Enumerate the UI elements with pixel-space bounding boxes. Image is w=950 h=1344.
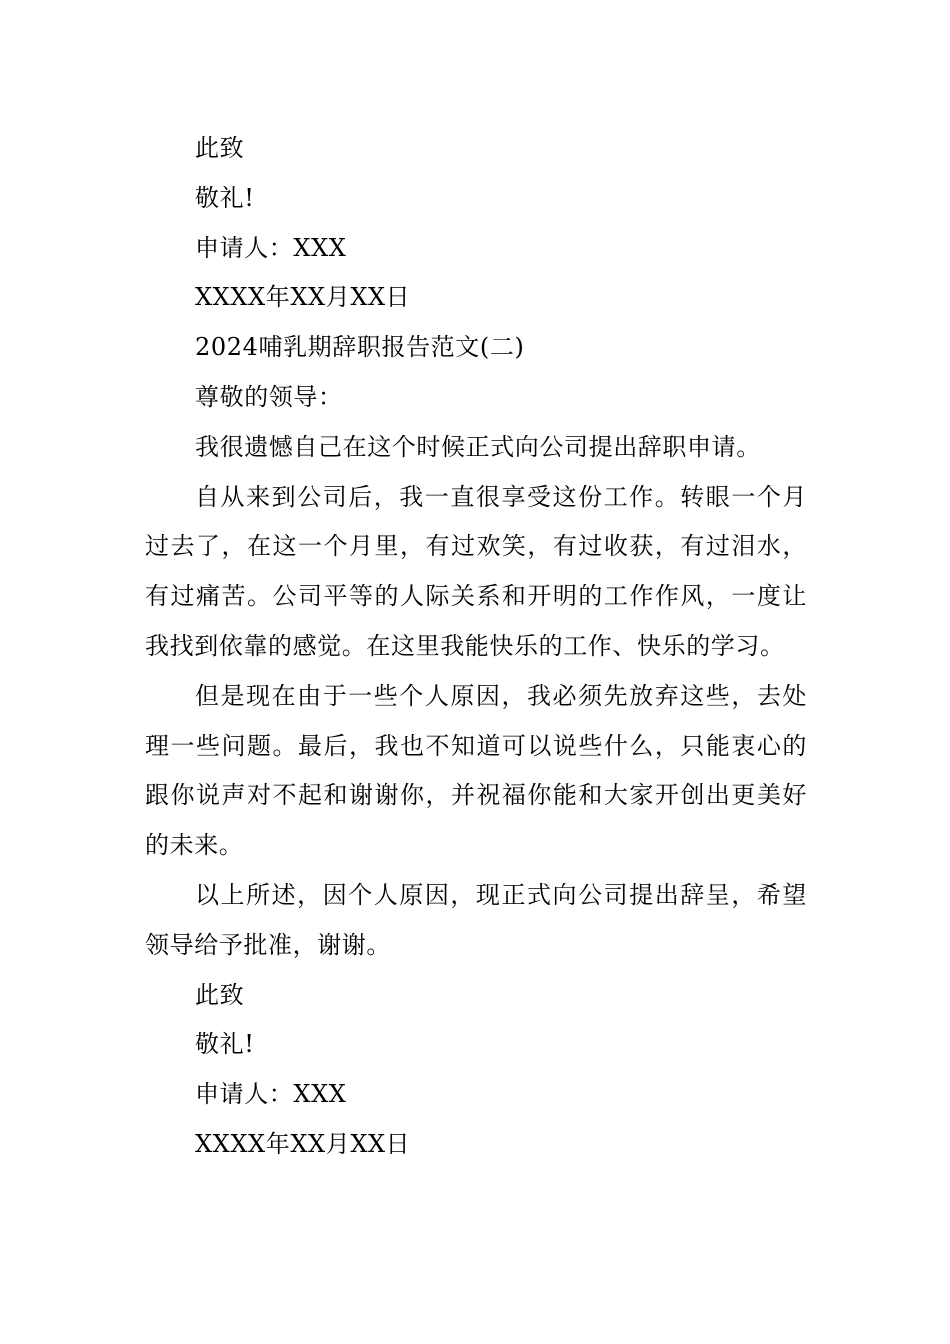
section-title: 2024哺乳期辞职报告范文(二) bbox=[195, 333, 525, 362]
body-paragraph-4: 以上所述，因个人原因，现正式向公司提出辞呈，希望领导给予批准，谢谢。 bbox=[145, 880, 807, 959]
salutation-line: 敬礼! bbox=[195, 1030, 255, 1059]
closing-line: 此致 bbox=[195, 980, 245, 1009]
greeting-line: 尊敬的领导： bbox=[195, 382, 343, 411]
salutation-line: 敬礼! bbox=[195, 183, 255, 212]
document-page bbox=[145, 124, 807, 1170]
date-line: XXXX年XX月XX日 bbox=[195, 1129, 411, 1158]
closing-line: 此致 bbox=[195, 134, 245, 162]
body-paragraph-2: 自从来到公司后，我一直很享受这份工作。转眼一个月过去了，在这一个月里，有过欢笑，有过收获，有过泪水，有过痛苦。公司平等的人际关系和开明的工作作风，一度让我找到依靠的感觉。在这里我能快乐的工作、快乐的学习。 bbox=[145, 482, 807, 660]
body-paragraph-3: 但是现在由于一些个人原因，我必须先放弃这些，去处理一些问题。最后，我也不知道可以说些什么，只能衷心的跟你说声对不起和谢谢你，并祝福你能和大家开创出更美好的未来。 bbox=[145, 681, 807, 860]
body-paragraph-1: 我很遗憾自己在这个时候正式向公司提出辞职申请。 bbox=[195, 432, 761, 461]
date-line: XXXX年XX月XX日 bbox=[195, 283, 411, 312]
applicant-line: 申请人：XXX bbox=[195, 1080, 347, 1109]
applicant-line: 申请人：XXX bbox=[195, 233, 347, 262]
